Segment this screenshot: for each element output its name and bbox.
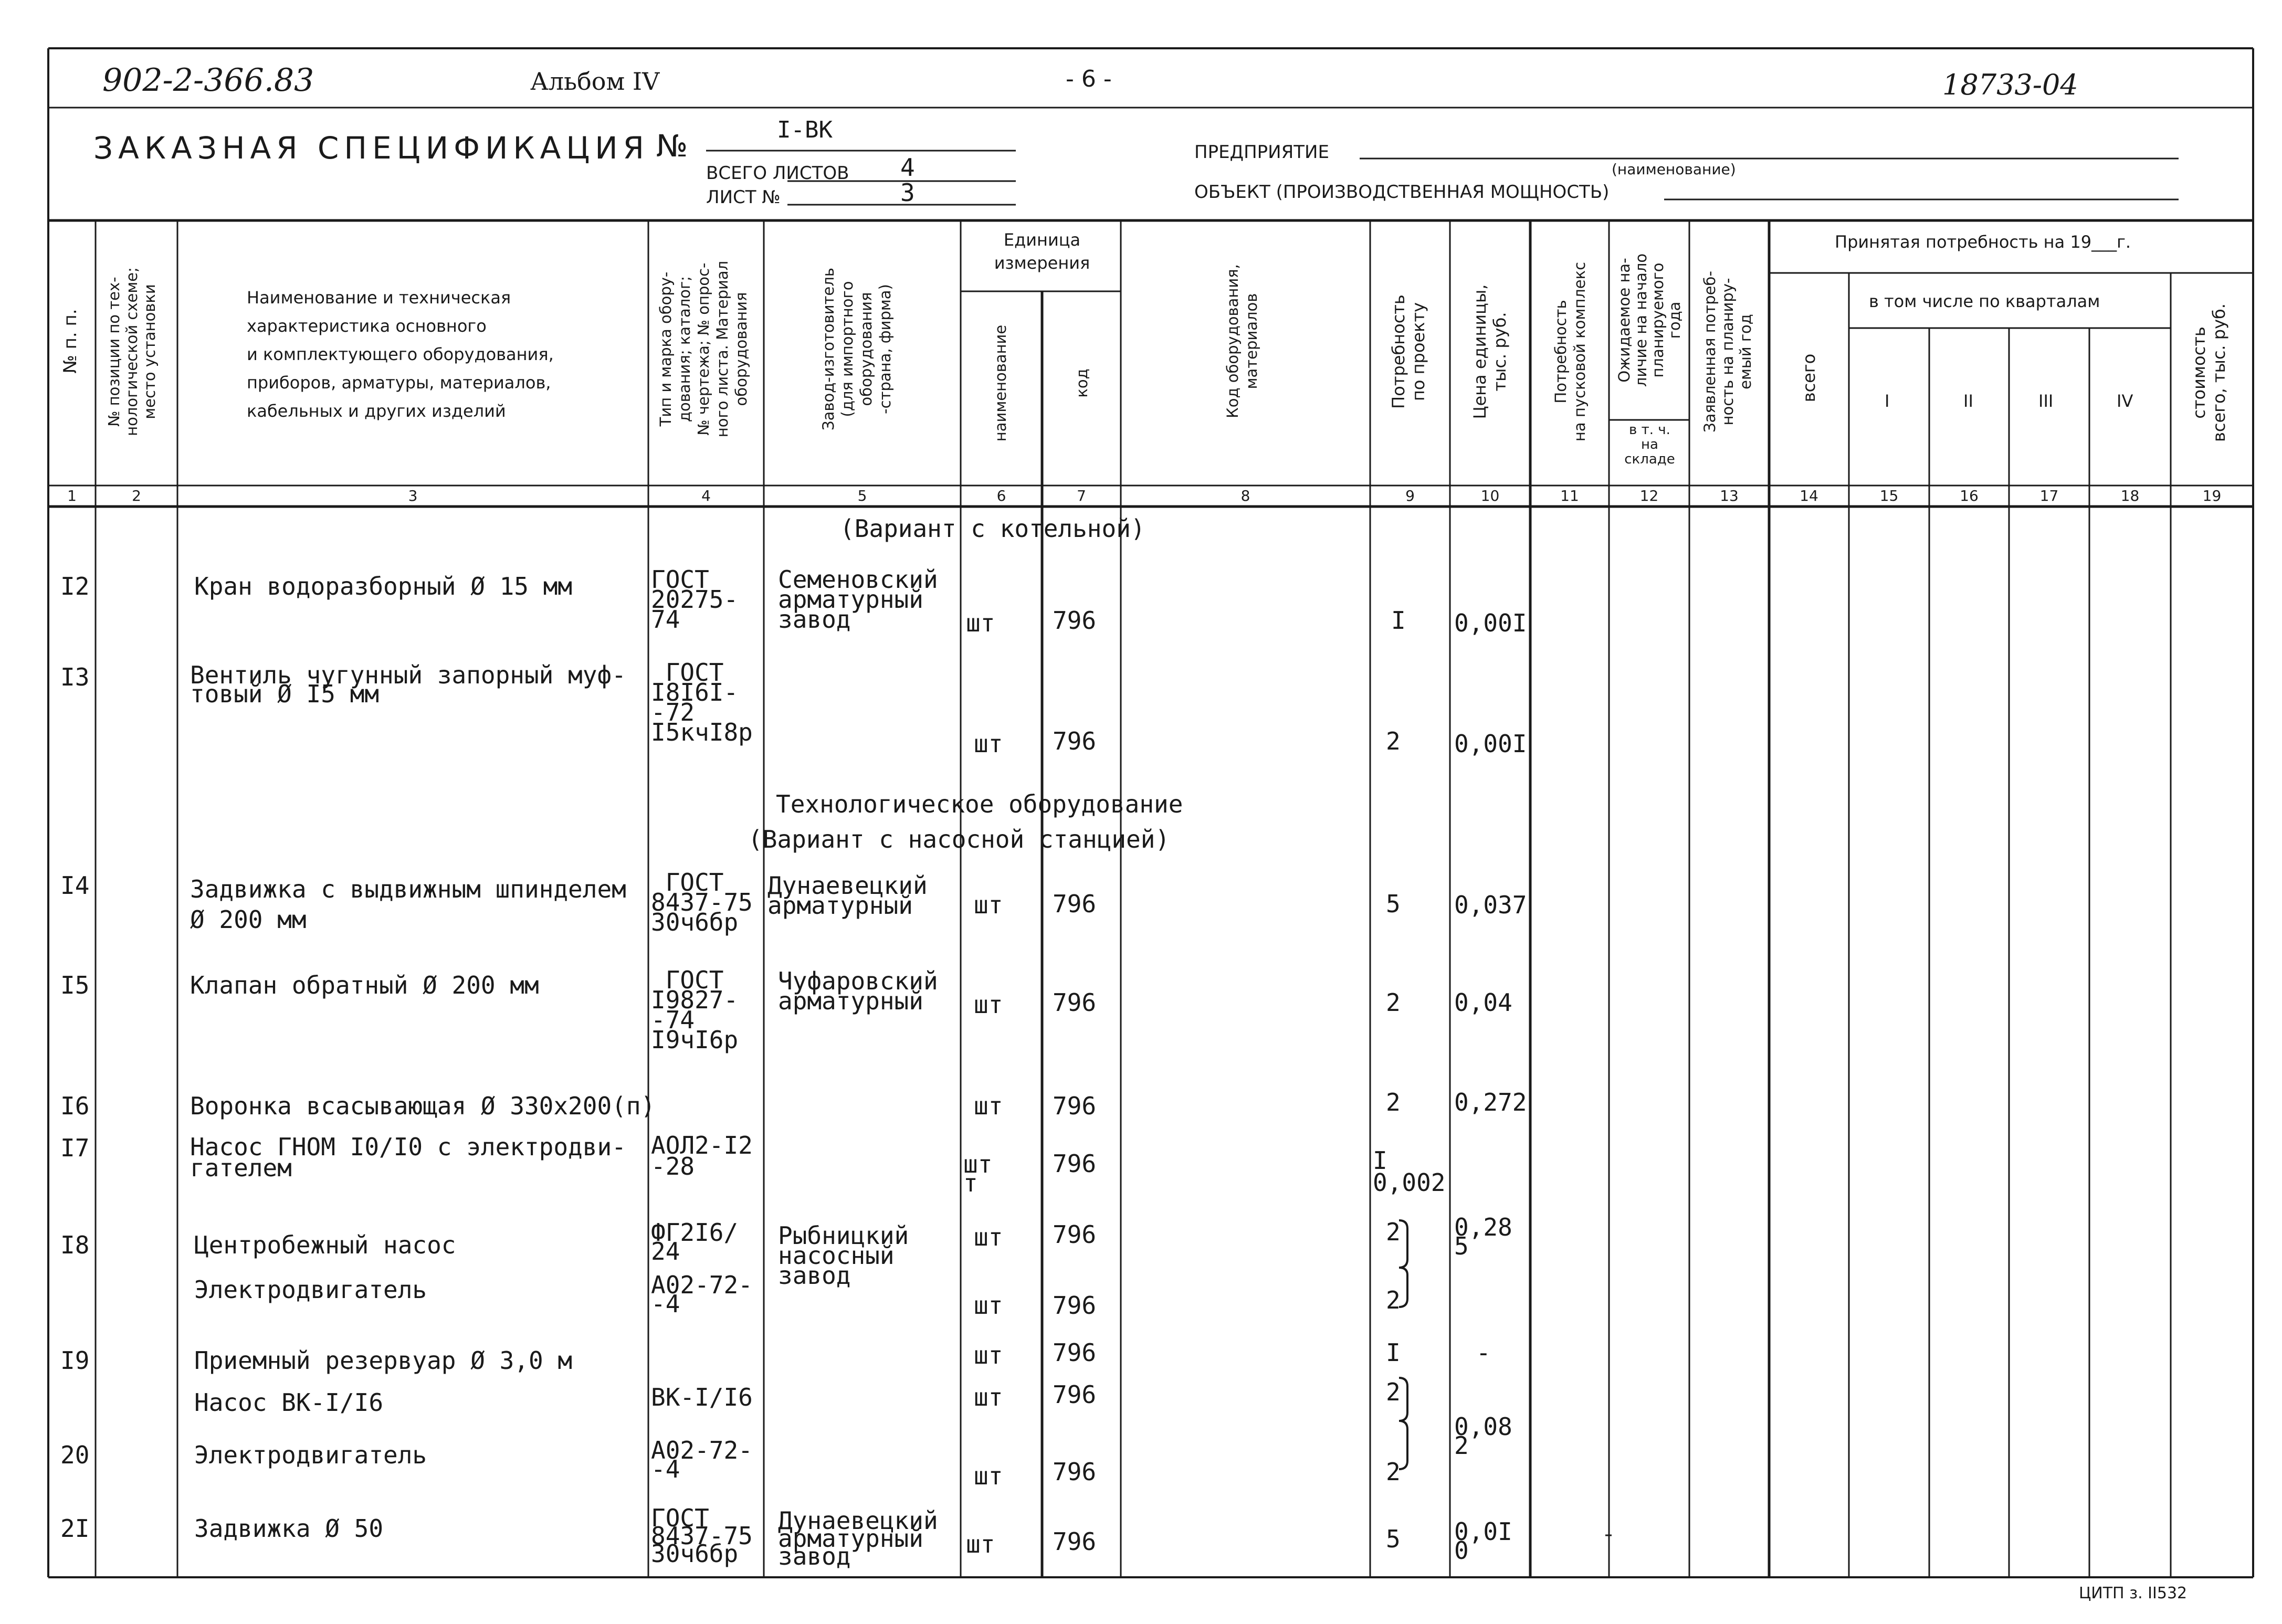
item-price: 0,28 5 bbox=[1454, 1213, 1512, 1260]
item-type: ГОСТ 8437-75 30ч6бр bbox=[651, 868, 753, 936]
section-heading: (Вариант с насосной станцией) bbox=[748, 825, 1170, 853]
doc-number: 902-2-366.83 bbox=[102, 62, 314, 99]
row-number: I7 bbox=[60, 1134, 90, 1162]
row-number: I5 bbox=[60, 971, 90, 999]
item-maker: Дунаевецкий арматурный завод bbox=[778, 1506, 938, 1570]
item-qty: 2 bbox=[1386, 1286, 1401, 1314]
col-2-header: № позиции по тех- нологической схеме; место установки bbox=[105, 267, 159, 436]
col-number: 11 bbox=[1560, 487, 1579, 504]
col-number: 15 bbox=[1879, 487, 1899, 504]
item-code: 796 bbox=[1053, 606, 1097, 635]
col-14-header: всего bbox=[1799, 353, 1819, 403]
item-name: Клапан обратный Ø 200 мм bbox=[190, 971, 539, 999]
item-code: 796 bbox=[1053, 727, 1097, 755]
col-7-header: код bbox=[1073, 368, 1091, 398]
item-qty: 2 bbox=[1386, 727, 1401, 755]
footer-stamp: ЦИТП з. II532 bbox=[2079, 1584, 2188, 1602]
row-number: 20 bbox=[60, 1441, 90, 1469]
col-6-header: наименование bbox=[992, 324, 1009, 442]
item-unit: шт bbox=[974, 1341, 1003, 1369]
item-type: А02-72- -4 bbox=[651, 1271, 753, 1318]
item-code: 796 bbox=[1053, 1338, 1097, 1367]
item-unit: шт bbox=[974, 1291, 1003, 1320]
item-unit: шт т bbox=[963, 1150, 993, 1197]
object-label: ОБЪЕКТ (ПРОИЗВОДСТВЕННАЯ МОЩНОСТЬ) bbox=[1194, 182, 1610, 203]
item-price: 0,00I bbox=[1454, 730, 1527, 758]
row-number: I3 bbox=[60, 663, 90, 691]
item-maker: Дунаевецкий арматурный bbox=[767, 871, 928, 920]
item-name: Кран водоразборный Ø 15 мм bbox=[194, 572, 573, 600]
col-9-header: Потребность по проекту bbox=[1389, 294, 1428, 409]
item-qty: 5 bbox=[1386, 890, 1401, 918]
item-name: Электродвигатель bbox=[194, 1441, 427, 1469]
item-type: А02-72- -4 bbox=[651, 1436, 753, 1483]
inventory-number: 18733-04 bbox=[1942, 68, 2078, 101]
unit-group-header: Единица измерения bbox=[994, 230, 1090, 273]
sheet-value: 3 bbox=[900, 178, 915, 207]
name-hint: (наименование) bbox=[1612, 161, 1736, 178]
accepted-header: Принятая потребность на 19___г. bbox=[1835, 232, 2131, 252]
col-number: 8 bbox=[1240, 487, 1250, 504]
album-label: Альбом IV bbox=[530, 67, 660, 96]
item-qty: 2 bbox=[1386, 1088, 1401, 1116]
col-1-header: № п. п. bbox=[60, 309, 81, 374]
col-number: 12 bbox=[1639, 487, 1659, 504]
item-maker: Чуфаровский арматурный bbox=[778, 967, 938, 1015]
col-number: 10 bbox=[1480, 487, 1500, 504]
item-name: Задвижка с выдвижным шпинделем Ø 200 мм bbox=[190, 875, 626, 934]
item-code: 796 bbox=[1053, 988, 1097, 1017]
item-price: 0,00I bbox=[1454, 609, 1527, 637]
item-name: Задвижка Ø 50 bbox=[194, 1514, 384, 1543]
col-number: 7 bbox=[1077, 487, 1086, 504]
item-code: 796 bbox=[1053, 1458, 1097, 1486]
col-number: 5 bbox=[857, 487, 867, 504]
item-qty: I 0,002 bbox=[1373, 1146, 1446, 1197]
item-name: Приемный резервуар Ø 3,0 м bbox=[194, 1346, 573, 1375]
row-number: I9 bbox=[60, 1346, 90, 1375]
col-number: 2 bbox=[132, 487, 141, 504]
item-price: 0,08 2 bbox=[1454, 1412, 1512, 1460]
item-unit: шт bbox=[974, 990, 1003, 1019]
item-unit: шт bbox=[974, 1223, 1003, 1251]
col-number: 17 bbox=[2039, 487, 2059, 504]
q3-header: III bbox=[2038, 391, 2054, 411]
col-number: 14 bbox=[1800, 487, 1818, 504]
item-code: 796 bbox=[1053, 1220, 1097, 1249]
q2-header: II bbox=[1963, 391, 1973, 411]
col-number: 9 bbox=[1405, 487, 1415, 504]
total-sheets-label: ВСЕГО ЛИСТОВ bbox=[706, 163, 849, 184]
col-number: 13 bbox=[1720, 487, 1739, 504]
col-13-header: Заявленная потреб- ность на планиру- емый год bbox=[1701, 271, 1754, 433]
col-3-header: Наименование и техническая характеристика основного и комплектующего оборудования, приборов, арматуры, материалов, кабельных и других изделий bbox=[247, 288, 554, 421]
item-price: 0,037 bbox=[1454, 891, 1527, 919]
item-type: АОЛ2-I2 -28 bbox=[651, 1131, 753, 1180]
section-heading: Технологическое оборудование bbox=[776, 790, 1183, 818]
item-qty: 2 bbox=[1386, 1218, 1401, 1246]
col-number: 19 bbox=[2202, 487, 2222, 504]
item-price: - bbox=[1476, 1338, 1491, 1367]
col-19-header: стоимость всего, тыс. руб. bbox=[2189, 303, 2229, 442]
item-qty: I bbox=[1386, 1338, 1401, 1367]
page-number: - 6 - bbox=[1066, 66, 1112, 92]
item-unit: шт bbox=[974, 1383, 1003, 1411]
item-qty: I bbox=[1391, 606, 1406, 635]
col-12-header: Ожидаемое на- личие на начало планируемого года bbox=[1615, 253, 1684, 387]
quarters-header: в том числе по кварталам bbox=[1869, 291, 2100, 311]
item-name: Центробежный насос bbox=[194, 1231, 456, 1259]
item-type: ГОСТ I8I6I- -72 I5кчI8р bbox=[651, 658, 753, 746]
col-number: 18 bbox=[2120, 487, 2140, 504]
enterprise-label: ПРЕДПРИЯТИЕ bbox=[1194, 142, 1329, 163]
item-qty: 2 bbox=[1386, 988, 1401, 1017]
spec-no-value: I-BK bbox=[777, 117, 833, 143]
item-type: ФГ2I6/ 24 bbox=[651, 1218, 739, 1266]
item-unit: шт bbox=[974, 730, 1003, 758]
item-name: Насос ВК-I/I6 bbox=[194, 1388, 384, 1417]
col-number: 16 bbox=[1960, 487, 1979, 504]
item-qty: 2 bbox=[1386, 1458, 1401, 1486]
item-code: 796 bbox=[1053, 1380, 1097, 1409]
item-code: 796 bbox=[1053, 1291, 1097, 1320]
item-unit: шт bbox=[974, 1092, 1003, 1120]
item-maker: Семеновский арматурный завод bbox=[778, 565, 938, 634]
item-unit: шт bbox=[974, 1462, 1003, 1490]
item-unit: шт bbox=[974, 891, 1003, 919]
item-code: 796 bbox=[1053, 1527, 1097, 1556]
row-number: I4 bbox=[60, 871, 90, 900]
item-code: 796 bbox=[1053, 890, 1097, 918]
item-maker: Рыбницкий насосный завод bbox=[778, 1221, 909, 1290]
item-code: 796 bbox=[1053, 1092, 1097, 1120]
item-name: Вентиль чугунный запорный муф- товый Ø I5 мм bbox=[190, 661, 626, 708]
item-price: 0,0I 0 bbox=[1454, 1517, 1512, 1565]
item-qty: 2 bbox=[1386, 1378, 1401, 1406]
row-number: 2I bbox=[60, 1514, 90, 1543]
col-number: 3 bbox=[408, 487, 418, 504]
col-4-header: Тип и марка обору- дования; каталог; № чертежа; № опрос- ного листа. Материал оборудования bbox=[657, 260, 750, 438]
col-5-header: Завод-изготовитель (для импортного оборудования -страна, фирма) bbox=[819, 268, 894, 430]
item-price: 0,272 bbox=[1454, 1088, 1527, 1116]
row-number: I2 bbox=[60, 572, 90, 600]
item-price: 0,04 bbox=[1454, 988, 1512, 1017]
item-name: Электродвигатель bbox=[194, 1275, 427, 1304]
spec-no-label: № bbox=[656, 128, 688, 164]
item-type: ГОСТ 20275- 74 bbox=[651, 565, 739, 634]
page-title: ЗАКАЗНАЯ СПЕЦИФИКАЦИЯ bbox=[93, 130, 649, 166]
row-number: I6 bbox=[60, 1092, 90, 1120]
total-sheets-value: 4 bbox=[900, 153, 915, 182]
item-qty: 5 bbox=[1386, 1525, 1401, 1553]
col-12-sub-header: в т. ч. на складе bbox=[1624, 422, 1675, 467]
col-number: 1 bbox=[67, 487, 77, 504]
item-name: Воронка всасывающая Ø 330х200(п) bbox=[190, 1092, 656, 1120]
col-10-header: Цена единицы, тыс. руб. bbox=[1470, 284, 1510, 419]
item-name: Насос ГНОМ I0/I0 с электродви- гателем bbox=[190, 1133, 626, 1182]
item-type: ГОСТ 8437-75 30ч6бр bbox=[651, 1504, 753, 1568]
item-code: 796 bbox=[1053, 1150, 1097, 1178]
item-type: ВК-I/I6 bbox=[651, 1383, 753, 1411]
section-heading: (Вариант с котельной) bbox=[840, 514, 1145, 543]
col-number: 6 bbox=[996, 487, 1006, 504]
col-number: 4 bbox=[701, 487, 711, 504]
q4-header: IV bbox=[2117, 391, 2133, 411]
col-11-header: Потребность на пусковой комплекс bbox=[1552, 261, 1589, 442]
sheet-label: ЛИСТ № bbox=[706, 187, 781, 208]
item-unit: шт bbox=[966, 1530, 995, 1558]
col-8-header: Код оборудования, материалов bbox=[1224, 264, 1260, 418]
row-number: I8 bbox=[60, 1231, 90, 1259]
item-type: ГОСТ I9827- -74 I9чI6р bbox=[651, 966, 739, 1054]
item-unit: шт bbox=[966, 609, 995, 637]
q1-header: I bbox=[1885, 391, 1890, 411]
